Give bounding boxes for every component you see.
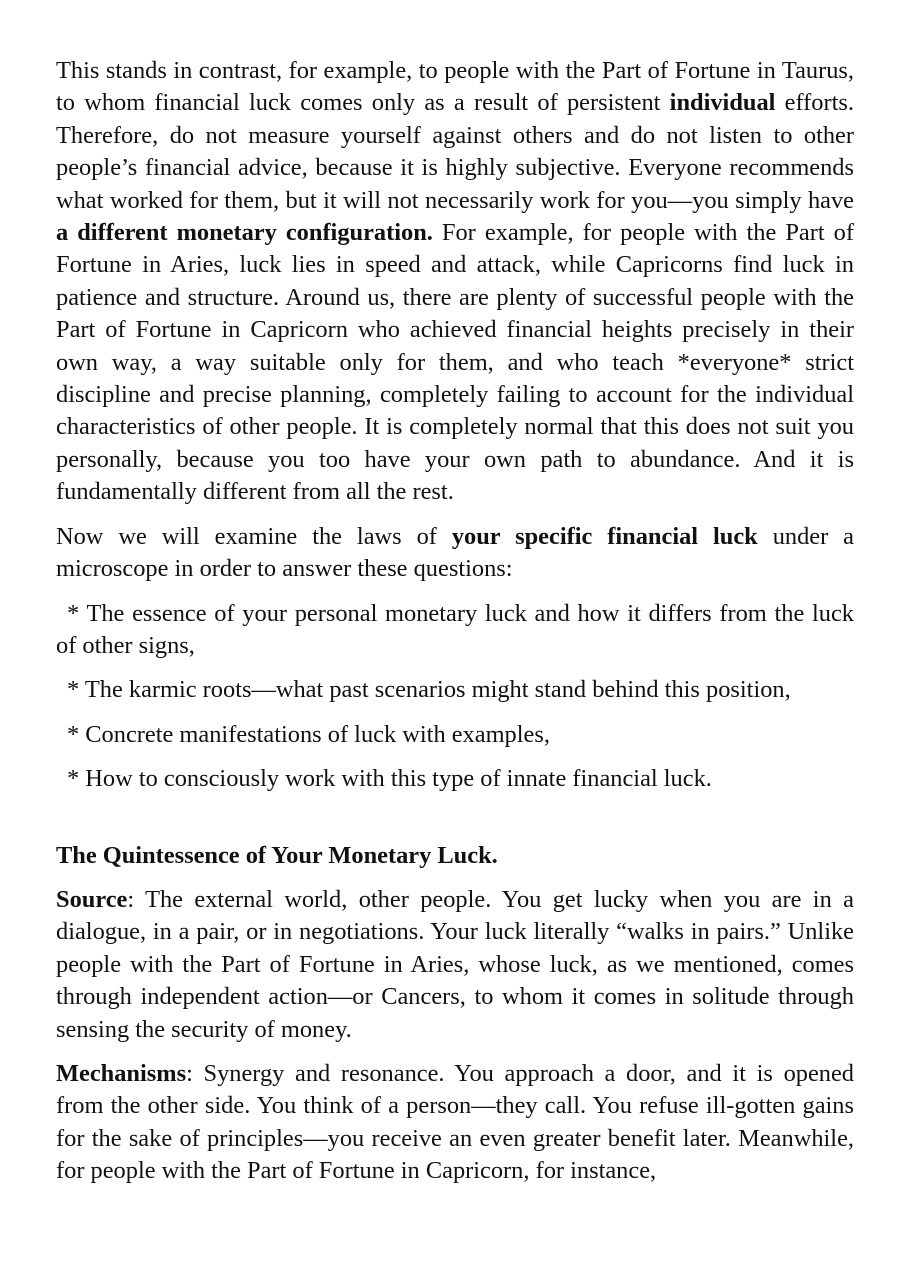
text-run: efforts. Therefore, do not measure yourself against others and do not listen to other people’s financial advice, because it is highly subjective. Everyone recommends what worked for them, but it will not necessarily work for you—you simply have (56, 89, 854, 214)
section-heading: The Quintessence of Your Monetary Luck. (56, 841, 498, 869)
text-run: Now we will examine the laws of (56, 522, 452, 550)
text-run: : Synergy and resonance. You approach a door, and it is opened from the other side. You think of a person—they call. You refuse ill-gotten gains for the sake of principles—you receive an even greater benefit later. Meanwhile, for people with the Part of Fortune in Capricorn, for instance, (56, 1059, 854, 1185)
paragraph-source (56, 884, 854, 1046)
paragraph-examine (56, 521, 854, 586)
bold-individual: individual (669, 89, 776, 117)
bullet-item: * The karmic roots—what past scenarios might stand behind this position, (67, 676, 791, 704)
paragraph-contrast (56, 55, 854, 509)
text-run: This stands in contrast, for example, to people with the Part of Fortune in Taurus, to whom financial luck comes only as a result of persistent (56, 57, 854, 117)
bold-specific-financial-luck: your specific financial luck (451, 522, 758, 550)
bold-monetary-configuration: a different monetary configuration. (56, 219, 433, 247)
bullet-item: * The essence of your personal monetary luck and how it differs from the luck of other signs, (56, 599, 854, 659)
bullet-item: * How to consciously work with this type of innate financial luck. (67, 765, 712, 793)
label-source: Source (56, 885, 128, 913)
text-run: For example, for people with the Part of Fortune in Aries, luck lies in speed and attack, while Capricorns find luck in patience and structure. Around us, there are plenty of successful people with the Part of Fortune in Capricorn who achieved financial heights precisely in their own way, a way suitable only for them, and who teach *everyone* strict discipline and precise planning, completely failing to account for the individual characteristics of other people. It is completely normal that this does not suit you personally, because you too have your own path to abundance. And it is fundamentally different from all the rest. (56, 219, 854, 506)
bullet-item: * Concrete manifestations of luck with examples, (67, 720, 550, 748)
label-mechanisms: Mechanisms (56, 1059, 187, 1087)
text-run: : The external world, other people. You get lucky when you are in a dialogue, in a pair, or in negotiations. Your luck literally “walks in pairs.” Unlike people with the Part of Fortune in Aries, whose luck, as we mentioned, comes through independent action—or Cancers, to whom it comes in solitude through sensing the security of money. (56, 885, 854, 1043)
text-run: under a microscope in order to answer these questions: (56, 522, 854, 583)
paragraph-mechanisms (56, 1058, 854, 1188)
